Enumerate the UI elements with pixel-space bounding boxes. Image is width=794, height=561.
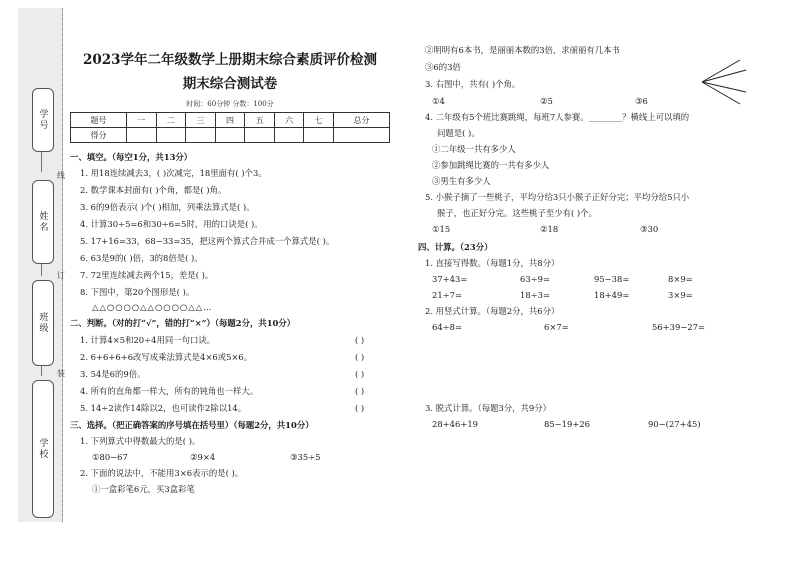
section-choice-heading: 三、选择。（把正确答案的序号填在括号里）（每题2分，共10分） — [70, 420, 314, 430]
calc-item[interactable]: 63÷9= — [520, 274, 551, 284]
school-label: 学校 — [37, 438, 48, 460]
calc-item[interactable]: 3×9= — [668, 290, 693, 300]
choice-question: 3. 右图中，共有( )个角。 — [425, 79, 521, 89]
choice-option[interactable]: ③男生有多少人 — [432, 176, 491, 186]
section-fill-in-heading: 一、填空。（每空1分，共13分） — [70, 152, 193, 162]
class-box[interactable] — [32, 280, 54, 366]
choice-question: 猴子，也正好分完。这些桃子至少有( )个。 — [437, 208, 597, 218]
calc-item[interactable]: 90−(27+45) — [648, 419, 701, 429]
calc-item[interactable]: 95−38= — [594, 274, 630, 284]
binding-line — [41, 264, 42, 276]
choice-option[interactable]: ②参加跳绳比赛的一共有多少人 — [432, 160, 550, 170]
choice-option[interactable]: ①二年级一共有多少人 — [432, 144, 516, 154]
section-judge-heading: 二、判断。（对的打“√”，错的打“×”）（每题2分，共10分） — [70, 318, 296, 328]
score-cell[interactable] — [215, 128, 245, 143]
answer-paren[interactable]: ( ) — [355, 386, 365, 396]
answer-paren[interactable]: ( ) — [355, 335, 365, 345]
choice-question: 2. 下面的说法中，不能用3×6表示的是( )。 — [80, 468, 244, 478]
judge-item: 4. 所有的直角都一样大，所有的钝角也一样大。 — [80, 386, 259, 396]
table-cell: 题号 — [71, 113, 127, 128]
score-cell[interactable] — [334, 128, 390, 143]
score-table-header-row — [71, 113, 390, 128]
name-box[interactable] — [32, 180, 54, 264]
question-item: 4. 计算30÷5=6和30÷6=5时，用的口诀是( )。 — [80, 219, 263, 229]
calc-item[interactable]: 64÷8= — [432, 322, 463, 332]
choice-question: 1. 下列算式中得数最大的是( )。 — [80, 436, 201, 446]
choice-option[interactable]: ②9×4 — [190, 452, 216, 462]
calc-instruction: 1. 直接写得数。（每题1分，共8分） — [425, 258, 560, 268]
table-cell: 七 — [304, 113, 334, 128]
calc-item[interactable]: 8×9= — [668, 274, 693, 284]
student-id-box[interactable] — [32, 88, 54, 152]
shape-pattern: △△○○○○△△○○○○△△… — [92, 302, 213, 312]
calc-item[interactable]: 18÷3= — [520, 290, 551, 300]
score-cell[interactable] — [274, 128, 304, 143]
answer-paren[interactable]: ( ) — [355, 352, 365, 362]
question-item: 7. 72里连续减去两个15，差是( )。 — [80, 270, 214, 280]
table-cell: 六 — [274, 113, 304, 128]
choice-question: 4. 二年级有5个班比赛跳绳，每班7人参赛。________？横线上可以填的 — [425, 112, 690, 122]
table-cell: 三 — [186, 113, 216, 128]
student-id-label: 学号 — [37, 109, 48, 131]
choice-option[interactable]: ②明明有6本书，是丽丽本数的3倍，求丽丽有几本书 — [425, 45, 620, 55]
choice-option[interactable]: ③6的3倍 — [425, 62, 461, 72]
score-cell[interactable] — [156, 128, 186, 143]
answer-paren[interactable]: ( ) — [355, 369, 365, 379]
class-label: 班级 — [37, 312, 48, 334]
section-calc-heading: 四、计算。（23分） — [418, 242, 493, 252]
binding-strip — [18, 8, 63, 522]
angle-figure — [700, 58, 750, 106]
score-table — [70, 112, 390, 143]
answer-paren[interactable]: ( ) — [355, 403, 365, 413]
question-item: 6. 63是9的( )倍，3的8倍是( )。 — [80, 253, 203, 263]
choice-option[interactable]: ②18 — [540, 224, 559, 234]
cut-mark: 订 — [57, 271, 65, 280]
calc-item[interactable]: 85−19+26 — [544, 419, 591, 429]
score-cell[interactable] — [126, 128, 156, 143]
calc-item[interactable]: 6×7= — [544, 322, 569, 332]
choice-option[interactable]: ①4 — [432, 96, 445, 106]
question-item: 2. 数学课本封面有( )个角，都是( )角。 — [80, 185, 227, 195]
choice-option[interactable]: ③35÷5 — [290, 452, 321, 462]
table-cell: 五 — [245, 113, 275, 128]
school-box[interactable] — [32, 380, 54, 518]
choice-option[interactable]: ②5 — [540, 96, 553, 106]
calc-instruction: 3. 脱式计算。（每题3分，共9分） — [425, 403, 551, 413]
judge-item: 3. 54是6的9倍。 — [80, 369, 146, 379]
cut-mark: 装 — [57, 369, 65, 378]
question-item: 1. 用18连续减去3，( )次减完，18里面有( )个3。 — [80, 168, 267, 178]
choice-option[interactable]: ③30 — [640, 224, 659, 234]
choice-question: 5. 小猴子摘了一些桃子，平均分给3只小猴子正好分完；平均分给5只小 — [425, 192, 690, 202]
score-table-row — [71, 128, 390, 143]
choice-option[interactable]: ①15 — [432, 224, 451, 234]
table-cell: 一 — [126, 113, 156, 128]
question-item: 3. 6的9倍表示( )个( )相加，列乘法算式是( )。 — [80, 202, 255, 212]
choice-option[interactable]: ①一盒彩笔6元，买3盒彩笔 — [92, 484, 195, 494]
exam-subtitle: 期末综合测试卷 — [182, 76, 278, 92]
exam-meta: 时间：60分钟 分数：100分 — [186, 100, 274, 108]
calc-instruction: 2. 用竖式计算。（每题2分，共6分） — [425, 306, 560, 316]
table-cell: 四 — [215, 113, 245, 128]
table-cell: 得分 — [71, 128, 127, 143]
name-label: 姓名 — [37, 211, 48, 233]
judge-item: 5. 14÷2读作14除以2，也可读作2除以14。 — [80, 403, 247, 413]
judge-item: 2. 6+6+6+6改写成乘法算式是4×6或5×6。 — [80, 352, 253, 362]
table-cell: 总分 — [334, 113, 390, 128]
question-item: 5. 17+16=33，68−33=35，把这两个算式合并成一个算式是( )。 — [80, 236, 335, 246]
choice-option[interactable]: ③6 — [635, 96, 648, 106]
cut-mark: 线 — [57, 171, 65, 180]
binding-line — [41, 366, 42, 376]
score-cell[interactable] — [245, 128, 275, 143]
calc-item[interactable]: 28+46+19 — [432, 419, 479, 429]
choice-option[interactable]: ①80−67 — [92, 452, 128, 462]
judge-item: 1. 计算4×5和20÷4用同一句口诀。 — [80, 335, 216, 345]
calc-item[interactable]: 18+49= — [594, 290, 630, 300]
table-cell: 二 — [156, 113, 186, 128]
binding-line — [41, 152, 42, 172]
choice-question: 问题是( )。 — [437, 128, 480, 138]
score-cell[interactable] — [304, 128, 334, 143]
calc-item[interactable]: 56+39−27= — [652, 322, 706, 332]
score-cell[interactable] — [186, 128, 216, 143]
question-item: 8. 下图中，第20个图形是( )。 — [80, 287, 195, 297]
calc-item[interactable]: 37+43= — [432, 274, 468, 284]
calc-item[interactable]: 21÷7= — [432, 290, 463, 300]
exam-title: 2023学年二年级数学上册期末综合素质评价检测 — [82, 52, 378, 68]
